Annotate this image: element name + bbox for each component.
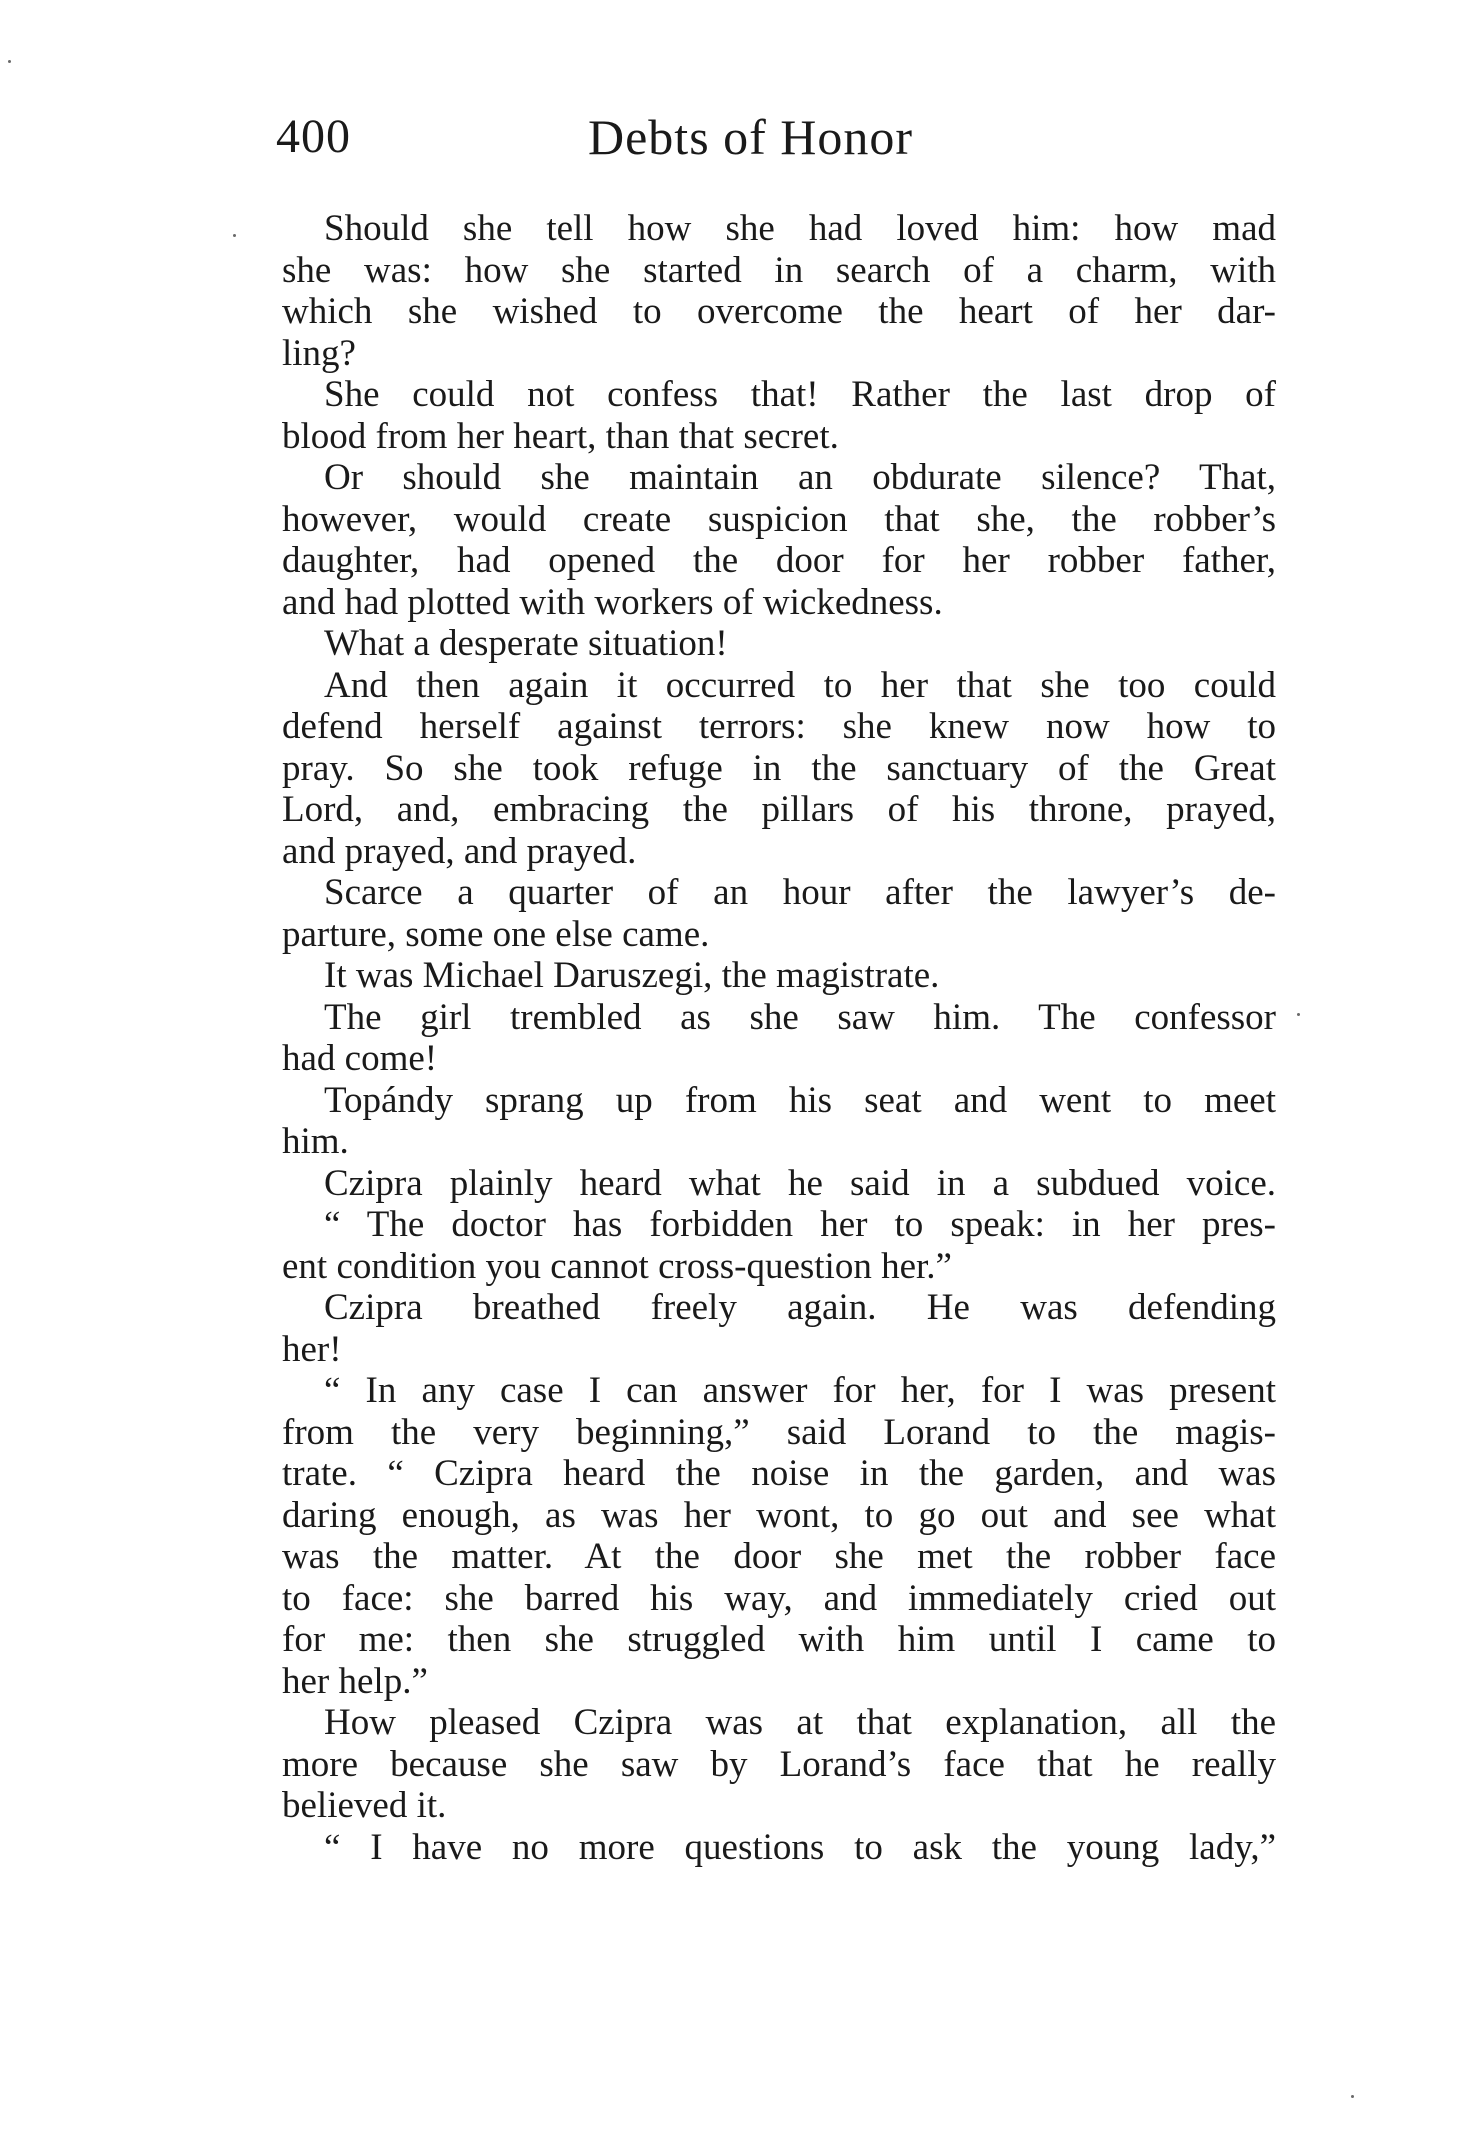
text-line: Topándy sprang up from his seat and went to meet — [324, 1079, 1276, 1121]
text-line: Czipra plainly heard what he said in a subdued voice. — [324, 1162, 1276, 1204]
text-line: It was Michael Daruszegi, the magistrate. — [324, 955, 940, 996]
text-line: ling? — [282, 332, 356, 374]
text-line: And then again it occurred to her that she too could — [324, 664, 1276, 706]
text-line: she was: how she started in search of a charm, with — [282, 249, 1276, 291]
text-line: was the matter. At the door she met the robber face — [282, 1536, 1276, 1577]
text-line: had come! — [282, 1038, 438, 1079]
paper-speck — [8, 60, 11, 63]
text-line: ent condition you cannot cross-question her.” — [282, 1245, 952, 1287]
text-line: more because she saw by Lorand’s face that he really — [282, 1743, 1276, 1785]
page-header — [276, 102, 1276, 182]
text-line: defend herself against terrors: she knew now how to — [282, 706, 1276, 747]
text-line: Czipra breathed freely again. He was defending — [324, 1287, 1276, 1328]
text-line: and prayed, and prayed. — [282, 830, 637, 872]
page-number: 400 — [276, 110, 351, 163]
text-line: “ In any case I can answer for her, for I was present — [324, 1370, 1276, 1411]
text-line: and had plotted with workers of wickedness. — [282, 581, 943, 623]
paper-speck — [1297, 1013, 1300, 1016]
text-line: for me: then she struggled with him until I came to — [282, 1619, 1276, 1660]
paper-speck — [1351, 2095, 1354, 2098]
paper-speck — [233, 234, 236, 237]
text-line: Should she tell how she had loved him: how mad — [324, 208, 1276, 249]
body-text — [282, 208, 1276, 1868]
text-line: What a desperate situation! — [324, 623, 728, 664]
text-line: The girl trembled as she saw him. The confessor — [324, 996, 1276, 1038]
text-line: pray. So she took refuge in the sanctuary of the Great — [282, 747, 1276, 789]
running-title: Debts of Honor — [588, 109, 914, 165]
text-line: which she wished to overcome the heart of her dar- — [282, 291, 1276, 332]
text-line: Lord, and, embracing the pillars of his throne, prayed, — [282, 789, 1276, 830]
text-line: blood from her heart, than that secret. — [282, 415, 839, 457]
text-line: however, would create suspicion that she, the robber’s — [282, 498, 1276, 540]
text-line: She could not confess that! Rather the last drop of — [324, 374, 1276, 415]
text-line: to face: she barred his way, and immediately cried out — [282, 1577, 1276, 1619]
text-line: daughter, had opened the door for her robber father, — [282, 540, 1276, 581]
text-line: How pleased Czipra was at that explanation, all the — [324, 1702, 1276, 1743]
text-line: him. — [282, 1121, 349, 1162]
text-line: daring enough, as was her wont, to go out and see what — [282, 1494, 1276, 1536]
text-line: Or should she maintain an obdurate silence? That, — [324, 457, 1276, 498]
text-line: trate. “ Czipra heard the noise in the garden, and was — [282, 1453, 1276, 1494]
text-line: parture, some one else came. — [282, 913, 710, 955]
text-line: “ The doctor has forbidden her to speak: in her pres- — [324, 1204, 1276, 1245]
text-line: believed it. — [282, 1785, 447, 1826]
text-line: “ I have no more questions to ask the young lady,” — [324, 1826, 1276, 1868]
text-line: her! — [282, 1328, 342, 1370]
text-line: Scarce a quarter of an hour after the lawyer’s de- — [324, 872, 1276, 913]
text-line: from the very beginning,” said Lorand to the magis- — [282, 1411, 1276, 1453]
text-line: her help.” — [282, 1660, 428, 1702]
